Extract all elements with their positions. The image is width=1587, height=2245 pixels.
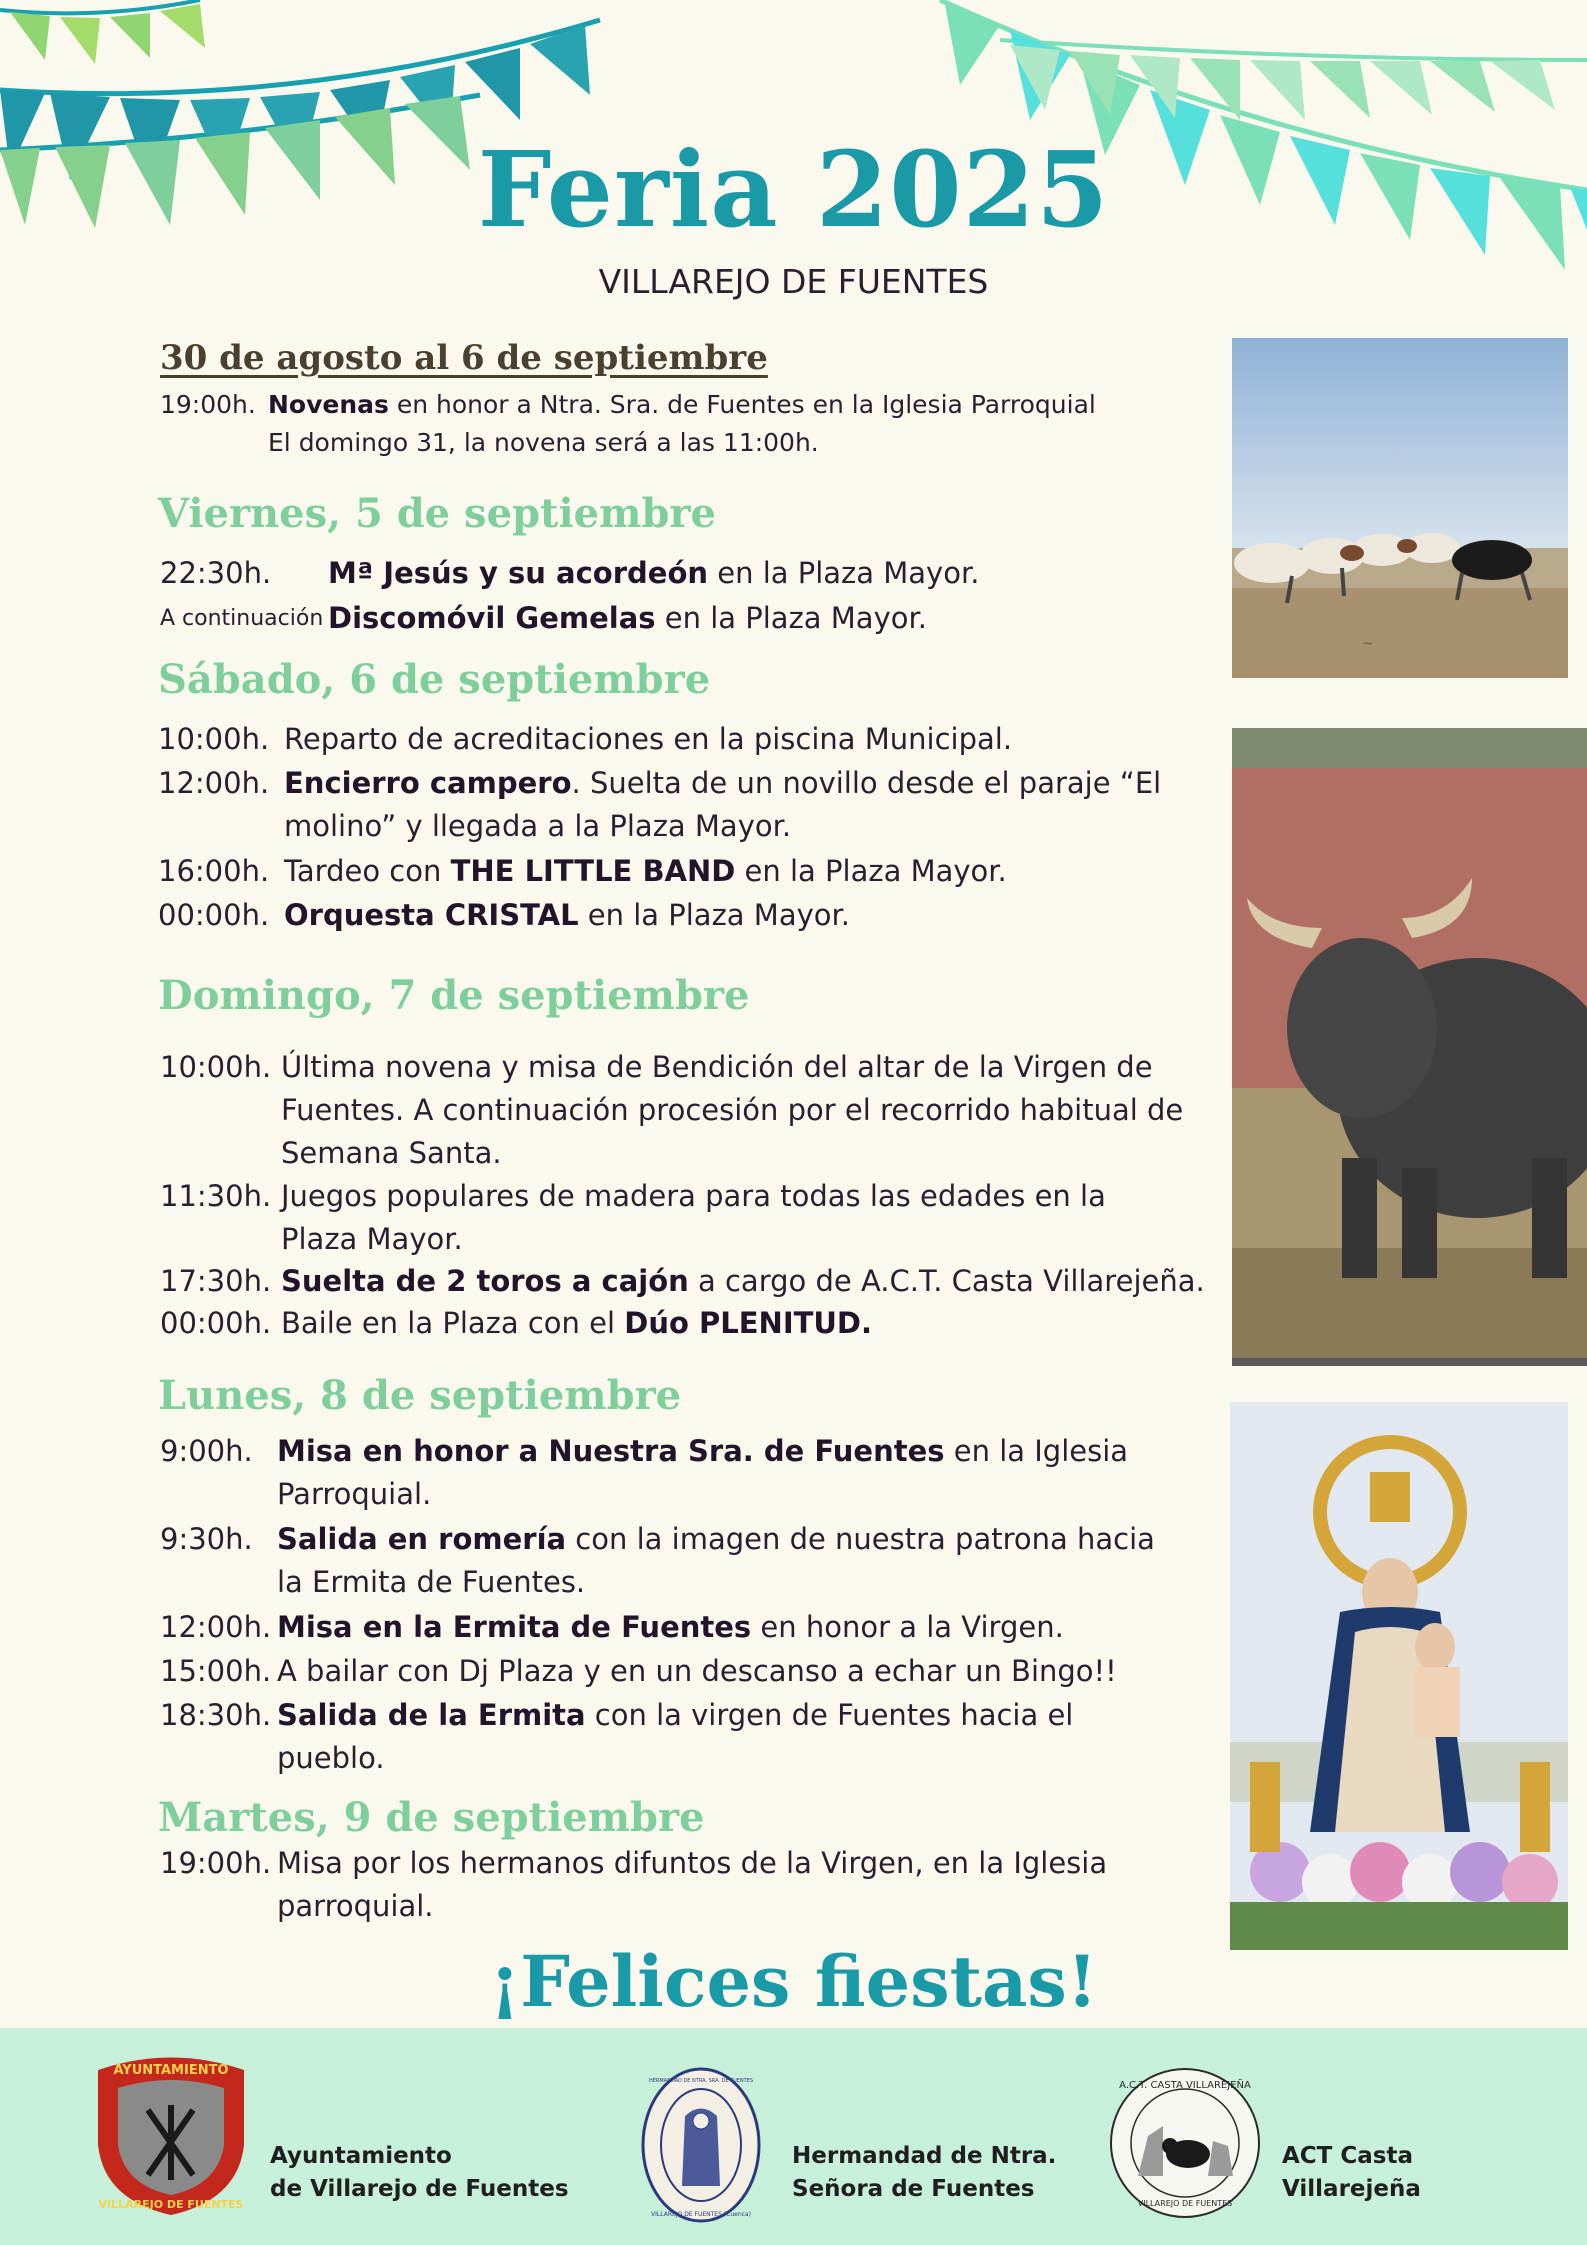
seal-text: AYUNTAMIENTO: [113, 2063, 229, 2078]
event-highlight: Salida de la Ermita: [277, 1698, 586, 1732]
footer-sponsors: [0, 2028, 1587, 2245]
event-time: 12:00h.: [158, 766, 270, 800]
event-row: [160, 1518, 1157, 1604]
event-row: [160, 1842, 1187, 1928]
event-desc: [268, 386, 1168, 424]
seal-text: VILLAREJO DE FUENTES: [98, 2198, 244, 2211]
event-row: [160, 1650, 1197, 1693]
event-row: [160, 1260, 1221, 1303]
virgin-statue-photo: [1230, 1402, 1568, 1950]
event-row: [160, 1606, 1177, 1649]
heading-lunes: Lunes, 8 de septiembre: [158, 1372, 682, 1419]
event-desc: [328, 552, 979, 595]
event-desc: Última novena y misa de Bendición del altar de la Virgen de Fuentes. A continuación procesión por el recorrido habitual de Semana Santa.: [281, 1050, 1184, 1170]
page-title: Feria 2025: [477, 128, 1110, 251]
event-highlight: Misa en la Ermita de Fuentes: [277, 1610, 752, 1644]
bull-photo: [1232, 728, 1587, 1366]
novenas-event: [160, 386, 1168, 424]
event-row: [160, 1694, 1157, 1780]
event-row: [160, 1302, 1211, 1345]
event-time: 17:30h.: [160, 1264, 272, 1298]
ayuntamiento-seal-icon: [88, 2050, 254, 2218]
event-time: 10:00h.: [158, 722, 270, 756]
event-row: [158, 850, 1184, 893]
date-range-heading: 30 de agosto al 6 de septiembre: [160, 338, 768, 378]
event-highlight: Suelta de 2 toros a cajón: [281, 1264, 689, 1298]
svg-text:~: ~: [1362, 636, 1374, 652]
event-text: en la Iglesia Parroquial.: [277, 1434, 1129, 1511]
event-time: 11:30h.: [160, 1179, 272, 1213]
event-desc: [284, 762, 1184, 848]
event-row: [160, 552, 979, 595]
event-row: [158, 718, 1184, 761]
event-desc: Juegos populares de madera para todas las edades en la Plaza Mayor.: [281, 1179, 1106, 1256]
event-time: 15:00h.: [160, 1654, 272, 1688]
event-text: Baile en la Plaza con el: [281, 1306, 625, 1340]
event-time: 9:30h.: [160, 1522, 253, 1556]
event-desc: A bailar con Dj Plaza y en un descanso a echar un Bingo!!: [277, 1654, 1117, 1688]
event-desc: [281, 1260, 1221, 1303]
event-desc: [328, 597, 927, 640]
event-text: en la Plaza Mayor.: [578, 898, 850, 932]
event-highlight: Orquesta CRISTAL: [284, 898, 579, 932]
event-row: [160, 597, 927, 640]
seal-text: VILLAREJO DE FUENTES: [1137, 2199, 1233, 2208]
event-time: 00:00h.: [158, 898, 270, 932]
event-text: a cargo de A.C.T. Casta Villarejeña.: [688, 1264, 1205, 1298]
org-hermandad: [792, 2140, 1056, 2206]
heading-domingo: Domingo, 7 de septiembre: [158, 972, 750, 1019]
act-casta-seal-icon: [1108, 2066, 1262, 2220]
heading-martes: Martes, 9 de septiembre: [158, 1794, 705, 1841]
event-time: 19:00h.: [160, 390, 256, 419]
event-row: [160, 1430, 1157, 1516]
org-ayuntamiento: [270, 2140, 569, 2206]
event-desc: [281, 1302, 1211, 1345]
event-desc: [284, 850, 1184, 893]
closing-message: ¡Felices fiestas!: [489, 1940, 1098, 2023]
event-desc: [284, 894, 1184, 937]
event-highlight: Novenas: [268, 390, 389, 419]
event-text: con la virgen de Fuentes hacia el pueblo.: [277, 1698, 1074, 1775]
org-name-line: ACT Casta: [1282, 2143, 1413, 2169]
event-text: con la imagen de nuestra patrona hacia la Ermita de Fuentes.: [277, 1522, 1155, 1599]
org-act-casta: [1282, 2140, 1421, 2206]
event-highlight: Salida en romería: [277, 1522, 567, 1556]
event-desc: [277, 1518, 1157, 1604]
event-text: en la Plaza Mayor.: [708, 556, 980, 590]
event-desc: [277, 1606, 1177, 1649]
event-row: [158, 762, 1184, 848]
event-text: en la Plaza Mayor.: [655, 601, 927, 635]
event-time: 19:00h.: [160, 1846, 272, 1880]
org-name-line: Ayuntamiento: [270, 2143, 452, 2169]
novenas-note: [268, 424, 819, 462]
event-highlight: Dúo PLENITUD.: [624, 1306, 873, 1340]
event-text: en la Plaza Mayor.: [735, 854, 1007, 888]
org-name-line: de Villarejo de Fuentes: [270, 2176, 569, 2202]
cattle-herd-photo: [1232, 338, 1568, 678]
event-time: 9:00h.: [160, 1434, 253, 1468]
event-text: en honor a Ntra. Sra. de Fuentes en la Iglesia Parroquial: [388, 390, 1096, 419]
event-highlight: Discomóvil Gemelas: [328, 601, 656, 635]
heading-sabado: Sábado, 6 de septiembre: [158, 656, 711, 703]
event-desc: Reparto de acreditaciones en la piscina Municipal.: [284, 722, 1013, 756]
event-time: 10:00h.: [160, 1050, 272, 1084]
org-name-line: Señora de Fuentes: [792, 2176, 1035, 2202]
event-row: [160, 1046, 1211, 1175]
event-time: 18:30h.: [160, 1698, 272, 1732]
event-highlight: Encierro campero: [284, 766, 572, 800]
seal-text: A.C.T. CASTA VILLAREJEÑA: [1119, 2080, 1251, 2091]
event-desc: [277, 1430, 1157, 1516]
event-row: [160, 1175, 1181, 1261]
event-note: El domingo 31, la novena será a las 11:00h.: [268, 428, 819, 457]
event-row: [158, 894, 1184, 937]
event-time: 16:00h.: [158, 854, 270, 888]
event-text: . Suelta de un novillo desde el paraje “El molino” y llegada a la Plaza Mayor.: [284, 766, 1162, 843]
heading-viernes: Viernes, 5 de septiembre: [158, 490, 716, 537]
event-desc: [277, 1694, 1157, 1780]
event-time: 12:00h.: [160, 1610, 272, 1644]
hermandad-seal-icon: [640, 2066, 762, 2224]
page-subtitle: VILLAREJO DE FUENTES: [598, 262, 989, 301]
event-time: 22:30h.: [160, 556, 272, 590]
org-name-line: Villarejeña: [1282, 2176, 1421, 2202]
event-time: A continuación: [160, 606, 324, 631]
event-highlight: Misa en honor a Nuestra Sra. de Fuentes: [277, 1434, 945, 1468]
event-highlight: Mª Jesús y su acordeón: [328, 556, 709, 590]
event-highlight: THE LITTLE BAND: [450, 854, 736, 888]
org-name-line: Hermandad de Ntra.: [792, 2143, 1057, 2169]
seal-text: HERMANDAD DE NTRA. SRA. DE FUENTES: [648, 2078, 754, 2084]
event-text: en honor a la Virgen.: [751, 1610, 1064, 1644]
seal-text: VILLAREJO DE FUENTES (Cuenca): [651, 2211, 751, 2218]
event-time: 00:00h.: [160, 1306, 272, 1340]
event-desc: Misa por los hermanos difuntos de la Virgen, en la Iglesia parroquial.: [277, 1846, 1108, 1923]
event-text: Tardeo con: [284, 854, 451, 888]
